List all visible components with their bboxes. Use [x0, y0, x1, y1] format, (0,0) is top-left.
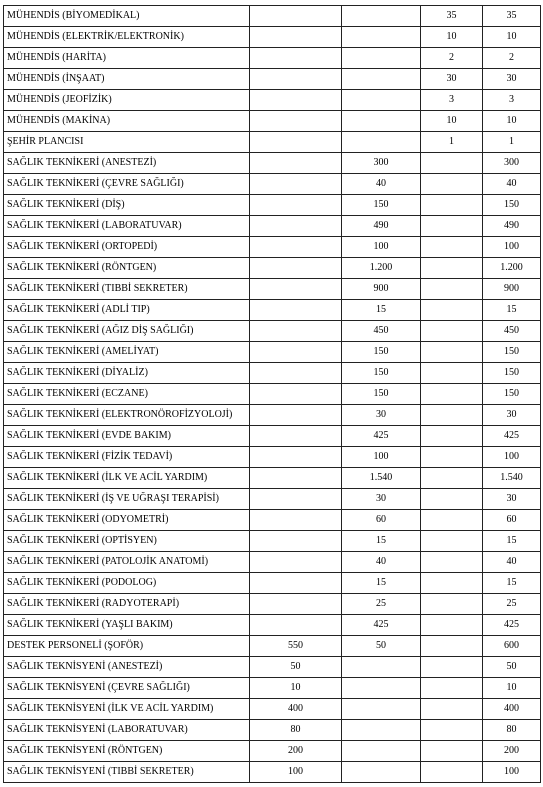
value-cell-col4: 15: [483, 300, 541, 321]
table-row: [4, 90, 541, 111]
value-cell-col3: [421, 699, 483, 720]
value-cell-col2: 60: [342, 510, 421, 531]
value-cell-col2: 15: [342, 573, 421, 594]
position-title-cell: SAĞLIK TEKNİKERİ (İŞ VE UĞRAŞI TERAPİSİ): [4, 489, 250, 510]
value-cell-col2: [342, 111, 421, 132]
value-cell-col1: [250, 69, 342, 90]
table-row: [4, 447, 541, 468]
value-cell-col2: [342, 657, 421, 678]
position-title-cell: SAĞLIK TEKNİKERİ (LABORATUVAR): [4, 216, 250, 237]
table-row: [4, 279, 541, 300]
value-cell-col1: 550: [250, 636, 342, 657]
value-cell-col3: [421, 489, 483, 510]
value-cell-col4: 15: [483, 531, 541, 552]
position-title-cell: SAĞLIK TEKNİKERİ (PODOLOG): [4, 573, 250, 594]
table-row: [4, 153, 541, 174]
value-cell-col3: [421, 762, 483, 783]
value-cell-col4: 3: [483, 90, 541, 111]
value-cell-col3: [421, 321, 483, 342]
value-cell-col4: 150: [483, 384, 541, 405]
value-cell-col1: [250, 447, 342, 468]
value-cell-col4: 1: [483, 132, 541, 153]
value-cell-col2: 15: [342, 531, 421, 552]
table-row: [4, 342, 541, 363]
value-cell-col1: [250, 615, 342, 636]
value-cell-col3: 35: [421, 6, 483, 27]
value-cell-col3: [421, 678, 483, 699]
value-cell-col3: [421, 300, 483, 321]
value-cell-col2: [342, 132, 421, 153]
position-title-cell: MÜHENDİS (JEOFİZİK): [4, 90, 250, 111]
value-cell-col4: 2: [483, 48, 541, 69]
value-cell-col2: [342, 48, 421, 69]
value-cell-col1: [250, 27, 342, 48]
table-row: [4, 384, 541, 405]
table-row: [4, 657, 541, 678]
value-cell-col3: 2: [421, 48, 483, 69]
staff-allocation-table: [3, 5, 541, 783]
value-cell-col3: 30: [421, 69, 483, 90]
table-row: [4, 258, 541, 279]
value-cell-col3: [421, 279, 483, 300]
value-cell-col4: 150: [483, 342, 541, 363]
value-cell-col3: [421, 615, 483, 636]
value-cell-col3: 3: [421, 90, 483, 111]
value-cell-col3: [421, 174, 483, 195]
value-cell-col4: 40: [483, 552, 541, 573]
position-title-cell: SAĞLIK TEKNİSYENİ (LABORATUVAR): [4, 720, 250, 741]
position-title-cell: SAĞLIK TEKNİKERİ (ADLİ TIP): [4, 300, 250, 321]
position-title-cell: SAĞLIK TEKNİKERİ (EVDE BAKIM): [4, 426, 250, 447]
value-cell-col2: [342, 762, 421, 783]
value-cell-col2: 25: [342, 594, 421, 615]
value-cell-col2: [342, 27, 421, 48]
value-cell-col4: 30: [483, 489, 541, 510]
position-title-cell: SAĞLIK TEKNİSYENİ (İLK VE ACİL YARDIM): [4, 699, 250, 720]
position-title-cell: MÜHENDİS (MAKİNA): [4, 111, 250, 132]
table-row: [4, 69, 541, 90]
value-cell-col2: 15: [342, 300, 421, 321]
value-cell-col3: [421, 405, 483, 426]
value-cell-col4: 200: [483, 741, 541, 762]
position-title-cell: SAĞLIK TEKNİKERİ (ELEKTRONÖROFİZYOLOJİ): [4, 405, 250, 426]
value-cell-col1: [250, 216, 342, 237]
table-row: [4, 405, 541, 426]
value-cell-col2: [342, 678, 421, 699]
value-cell-col2: [342, 69, 421, 90]
value-cell-col1: [250, 510, 342, 531]
value-cell-col1: [250, 342, 342, 363]
value-cell-col4: 100: [483, 762, 541, 783]
value-cell-col3: [421, 468, 483, 489]
position-title-cell: SAĞLIK TEKNİKERİ (OPTİSYEN): [4, 531, 250, 552]
value-cell-col3: [421, 216, 483, 237]
position-title-cell: MÜHENDİS (ELEKTRİK/ELEKTRONİK): [4, 27, 250, 48]
value-cell-col2: [342, 6, 421, 27]
value-cell-col3: [421, 573, 483, 594]
position-title-cell: SAĞLIK TEKNİKERİ (İLK VE ACİL YARDIM): [4, 468, 250, 489]
value-cell-col4: 100: [483, 237, 541, 258]
value-cell-col3: [421, 195, 483, 216]
value-cell-col3: [421, 237, 483, 258]
table-row: [4, 594, 541, 615]
value-cell-col4: 425: [483, 615, 541, 636]
value-cell-col2: 150: [342, 195, 421, 216]
value-cell-col2: 50: [342, 636, 421, 657]
value-cell-col1: 50: [250, 657, 342, 678]
value-cell-col1: 10: [250, 678, 342, 699]
table-row: [4, 720, 541, 741]
value-cell-col1: [250, 132, 342, 153]
value-cell-col4: 50: [483, 657, 541, 678]
value-cell-col1: [250, 258, 342, 279]
value-cell-col2: 30: [342, 405, 421, 426]
value-cell-col1: [250, 363, 342, 384]
value-cell-col3: [421, 258, 483, 279]
value-cell-col3: 10: [421, 111, 483, 132]
value-cell-col2: 150: [342, 342, 421, 363]
value-cell-col2: [342, 741, 421, 762]
table-row: [4, 468, 541, 489]
value-cell-col1: [250, 153, 342, 174]
value-cell-col3: [421, 594, 483, 615]
position-title-cell: SAĞLIK TEKNİKERİ (AĞIZ DİŞ SAĞLIĞI): [4, 321, 250, 342]
position-title-cell: SAĞLIK TEKNİSYENİ (RÖNTGEN): [4, 741, 250, 762]
value-cell-col1: [250, 174, 342, 195]
value-cell-col3: [421, 426, 483, 447]
value-cell-col4: 425: [483, 426, 541, 447]
value-cell-col4: 450: [483, 321, 541, 342]
value-cell-col2: [342, 720, 421, 741]
table-row: [4, 573, 541, 594]
position-title-cell: SAĞLIK TEKNİKERİ (AMELİYAT): [4, 342, 250, 363]
value-cell-col2: 425: [342, 426, 421, 447]
position-title-cell: MÜHENDİS (İNŞAAT): [4, 69, 250, 90]
position-title-cell: SAĞLIK TEKNİKERİ (TIBBİ SEKRETER): [4, 279, 250, 300]
value-cell-col3: [421, 447, 483, 468]
table-row: [4, 27, 541, 48]
value-cell-col3: [421, 363, 483, 384]
value-cell-col1: 80: [250, 720, 342, 741]
value-cell-col4: 600: [483, 636, 541, 657]
value-cell-col4: 490: [483, 216, 541, 237]
position-title-cell: MÜHENDİS (HARİTA): [4, 48, 250, 69]
value-cell-col4: 1.200: [483, 258, 541, 279]
value-cell-col4: 150: [483, 195, 541, 216]
position-title-cell: SAĞLIK TEKNİKERİ (ECZANE): [4, 384, 250, 405]
value-cell-col2: 40: [342, 174, 421, 195]
value-cell-col3: [421, 510, 483, 531]
value-cell-col1: [250, 552, 342, 573]
table-row: [4, 300, 541, 321]
table-row: [4, 489, 541, 510]
value-cell-col3: [421, 741, 483, 762]
value-cell-col2: 900: [342, 279, 421, 300]
value-cell-col1: [250, 468, 342, 489]
value-cell-col4: 10: [483, 27, 541, 48]
value-cell-col3: [421, 531, 483, 552]
value-cell-col4: 15: [483, 573, 541, 594]
table-row: [4, 552, 541, 573]
value-cell-col4: 150: [483, 363, 541, 384]
value-cell-col3: [421, 636, 483, 657]
value-cell-col1: [250, 195, 342, 216]
table-row: [4, 132, 541, 153]
position-title-cell: SAĞLIK TEKNİKERİ (ANESTEZİ): [4, 153, 250, 174]
value-cell-col1: [250, 384, 342, 405]
table-row: [4, 741, 541, 762]
value-cell-col3: [421, 657, 483, 678]
value-cell-col4: 1.540: [483, 468, 541, 489]
table-row: [4, 510, 541, 531]
value-cell-col2: 100: [342, 237, 421, 258]
value-cell-col4: 10: [483, 111, 541, 132]
value-cell-col1: [250, 573, 342, 594]
position-title-cell: SAĞLIK TEKNİKERİ (ÇEVRE SAĞLIĞI): [4, 174, 250, 195]
value-cell-col1: 200: [250, 741, 342, 762]
value-cell-col3: [421, 153, 483, 174]
value-cell-col4: 40: [483, 174, 541, 195]
value-cell-col2: 150: [342, 363, 421, 384]
value-cell-col2: 1.200: [342, 258, 421, 279]
value-cell-col1: [250, 321, 342, 342]
value-cell-col1: [250, 90, 342, 111]
table-row: [4, 678, 541, 699]
table-row: [4, 531, 541, 552]
value-cell-col2: 490: [342, 216, 421, 237]
value-cell-col1: [250, 111, 342, 132]
value-cell-col1: [250, 237, 342, 258]
value-cell-col4: 60: [483, 510, 541, 531]
table-row: [4, 111, 541, 132]
value-cell-col4: 400: [483, 699, 541, 720]
value-cell-col3: 10: [421, 27, 483, 48]
value-cell-col1: 400: [250, 699, 342, 720]
value-cell-col4: 100: [483, 447, 541, 468]
value-cell-col1: [250, 6, 342, 27]
value-cell-col2: [342, 699, 421, 720]
position-title-cell: ŞEHİR PLANCISI: [4, 132, 250, 153]
position-title-cell: SAĞLIK TEKNİKERİ (ORTOPEDİ): [4, 237, 250, 258]
value-cell-col1: [250, 489, 342, 510]
value-cell-col3: [421, 720, 483, 741]
position-title-cell: MÜHENDİS (BİYOMEDİKAL): [4, 6, 250, 27]
value-cell-col2: 100: [342, 447, 421, 468]
value-cell-col4: 25: [483, 594, 541, 615]
value-cell-col4: 30: [483, 405, 541, 426]
value-cell-col4: 10: [483, 678, 541, 699]
position-title-cell: SAĞLIK TEKNİKERİ (PATOLOJİK ANATOMİ): [4, 552, 250, 573]
table-row: [4, 363, 541, 384]
value-cell-col1: [250, 426, 342, 447]
table-row: [4, 174, 541, 195]
table-row: [4, 426, 541, 447]
value-cell-col4: 300: [483, 153, 541, 174]
value-cell-col4: 30: [483, 69, 541, 90]
position-title-cell: SAĞLIK TEKNİSYENİ (ANESTEZİ): [4, 657, 250, 678]
value-cell-col2: 40: [342, 552, 421, 573]
value-cell-col2: 30: [342, 489, 421, 510]
value-cell-col1: [250, 531, 342, 552]
table-row: [4, 6, 541, 27]
value-cell-col3: [421, 552, 483, 573]
value-cell-col2: 450: [342, 321, 421, 342]
value-cell-col1: [250, 48, 342, 69]
value-cell-col1: [250, 300, 342, 321]
position-title-cell: SAĞLIK TEKNİKERİ (FİZİK TEDAVİ): [4, 447, 250, 468]
table-row: [4, 216, 541, 237]
value-cell-col2: [342, 90, 421, 111]
value-cell-col3: 1: [421, 132, 483, 153]
value-cell-col1: [250, 405, 342, 426]
table-body: [4, 6, 541, 783]
value-cell-col1: [250, 279, 342, 300]
value-cell-col3: [421, 384, 483, 405]
table-row: [4, 615, 541, 636]
table-row: [4, 195, 541, 216]
position-title-cell: DESTEK PERSONELİ (ŞOFÖR): [4, 636, 250, 657]
value-cell-col1: [250, 594, 342, 615]
value-cell-col2: 300: [342, 153, 421, 174]
position-title-cell: SAĞLIK TEKNİKERİ (DİŞ): [4, 195, 250, 216]
value-cell-col3: [421, 342, 483, 363]
position-title-cell: SAĞLIK TEKNİKERİ (RADYOTERAPİ): [4, 594, 250, 615]
position-title-cell: SAĞLIK TEKNİKERİ (DİYALİZ): [4, 363, 250, 384]
value-cell-col1: 100: [250, 762, 342, 783]
value-cell-col4: 900: [483, 279, 541, 300]
table-row: [4, 636, 541, 657]
value-cell-col2: 1.540: [342, 468, 421, 489]
position-title-cell: SAĞLIK TEKNİKERİ (ODYOMETRİ): [4, 510, 250, 531]
position-title-cell: SAĞLIK TEKNİKERİ (RÖNTGEN): [4, 258, 250, 279]
table-row: [4, 48, 541, 69]
table-row: [4, 762, 541, 783]
value-cell-col2: 425: [342, 615, 421, 636]
value-cell-col2: 150: [342, 384, 421, 405]
table-row: [4, 699, 541, 720]
value-cell-col4: 80: [483, 720, 541, 741]
position-title-cell: SAĞLIK TEKNİKERİ (YAŞLI BAKIM): [4, 615, 250, 636]
table-row: [4, 321, 541, 342]
table-row: [4, 237, 541, 258]
position-title-cell: SAĞLIK TEKNİSYENİ (TIBBİ SEKRETER): [4, 762, 250, 783]
value-cell-col4: 35: [483, 6, 541, 27]
position-title-cell: SAĞLIK TEKNİSYENİ (ÇEVRE SAĞLIĞI): [4, 678, 250, 699]
